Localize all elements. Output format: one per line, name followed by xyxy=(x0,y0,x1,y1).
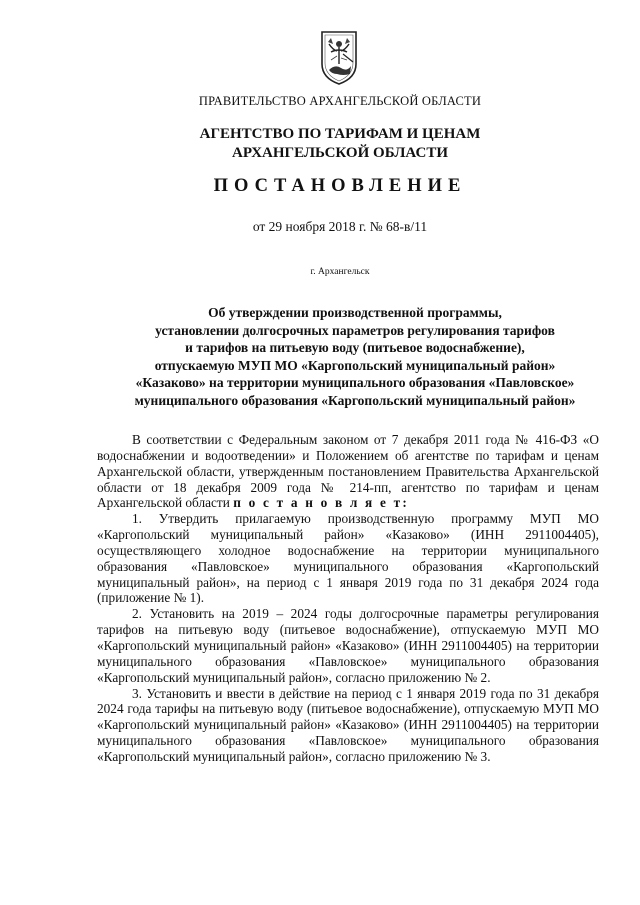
government-name: ПРАВИТЕЛЬСТВО АРХАНГЕЛЬСКОЙ ОБЛАСТИ xyxy=(198,94,482,108)
document-body xyxy=(97,432,599,765)
agency-name-line: АГЕНТСТВО ПО ТАРИФАМ И ЦЕНАМ xyxy=(199,126,481,142)
title-line: муниципального образования «Каргопольский муниципальный район» xyxy=(134,392,576,408)
city: г. Архангельск xyxy=(310,267,370,277)
document-type: ПОСТАНОВЛЕНИЕ xyxy=(213,176,467,196)
preamble-paragraph xyxy=(97,432,599,511)
resolves-word: п о с т а н о в л я е т: xyxy=(233,495,409,511)
title-line: и тарифов на питьевую воду (питьевое водоснабжение), xyxy=(185,340,525,356)
item-2: 2. Установить на 2019 – 2024 годы долгосрочные параметры регулирования тарифов на питьевую воду (питьевое водоснабжение), отпускаемую МУП МО «Каргопольский муниципальный район» «Казаково» (ИНН 2911004405) на территории муниципального образования «Павловское» муниципального образования «Каргопольский муниципальный район», согласно приложению № 2. xyxy=(97,606,599,685)
agency-name xyxy=(0,125,640,163)
agency-name-line: АРХАНГЕЛЬСКОЙ ОБЛАСТИ xyxy=(232,145,448,161)
arkhangelsk-coat-of-arms-icon xyxy=(317,30,361,86)
item-1: 1. Утвердить прилагаемую производственную программу МУП МО «Каргопольский муниципальный район» «Казаково» (ИНН 2911004405), осуществляющего холодное водоснабжение на территории муниципального образования «Павловское» муниципального образования «Каргопольский муниципальный район», на период с 1 января 2019 года по 31 декабря 2024 года (приложение № 1). xyxy=(97,511,599,606)
preamble-text: В соответствии с Федеральным законом от 7 декабря 2011 года № 416-ФЗ «О водоснабжении и водоотведении» и Положением об агентстве по тарифам и ценам Архангельской области, утвержденным постановлением Правительства Архангельской области от 18 декабря 2009 года № 214-пп, агентство по тарифам и ценам Архангельской области xyxy=(97,432,599,511)
item-3: 3. Установить и ввести в действие на период с 1 января 2019 года по 31 декабря 2024 года тарифы на питьевую воду (питьевое водоснабжение), отпускаемую МУП МО «Каргопольский муниципальный район» «Казаково» (ИНН 2911004405) на территории муниципального образования «Павловское» муниципального образования «Каргопольский муниципальный район», согласно приложению № 3. xyxy=(97,685,599,764)
title-line: отпускаемую МУП МО «Каргопольский муниципальный район» xyxy=(154,357,556,373)
title-line: установлении долгосрочных параметров регулирования тарифов xyxy=(155,322,555,338)
document-title xyxy=(0,304,640,410)
date-and-number: от 29 ноября 2018 г. № 68-в/11 xyxy=(252,219,428,234)
title-line: «Казаково» на территории муниципального образования «Павловское» xyxy=(135,375,575,391)
title-line: Об утверждении производственной программы, xyxy=(208,305,502,320)
